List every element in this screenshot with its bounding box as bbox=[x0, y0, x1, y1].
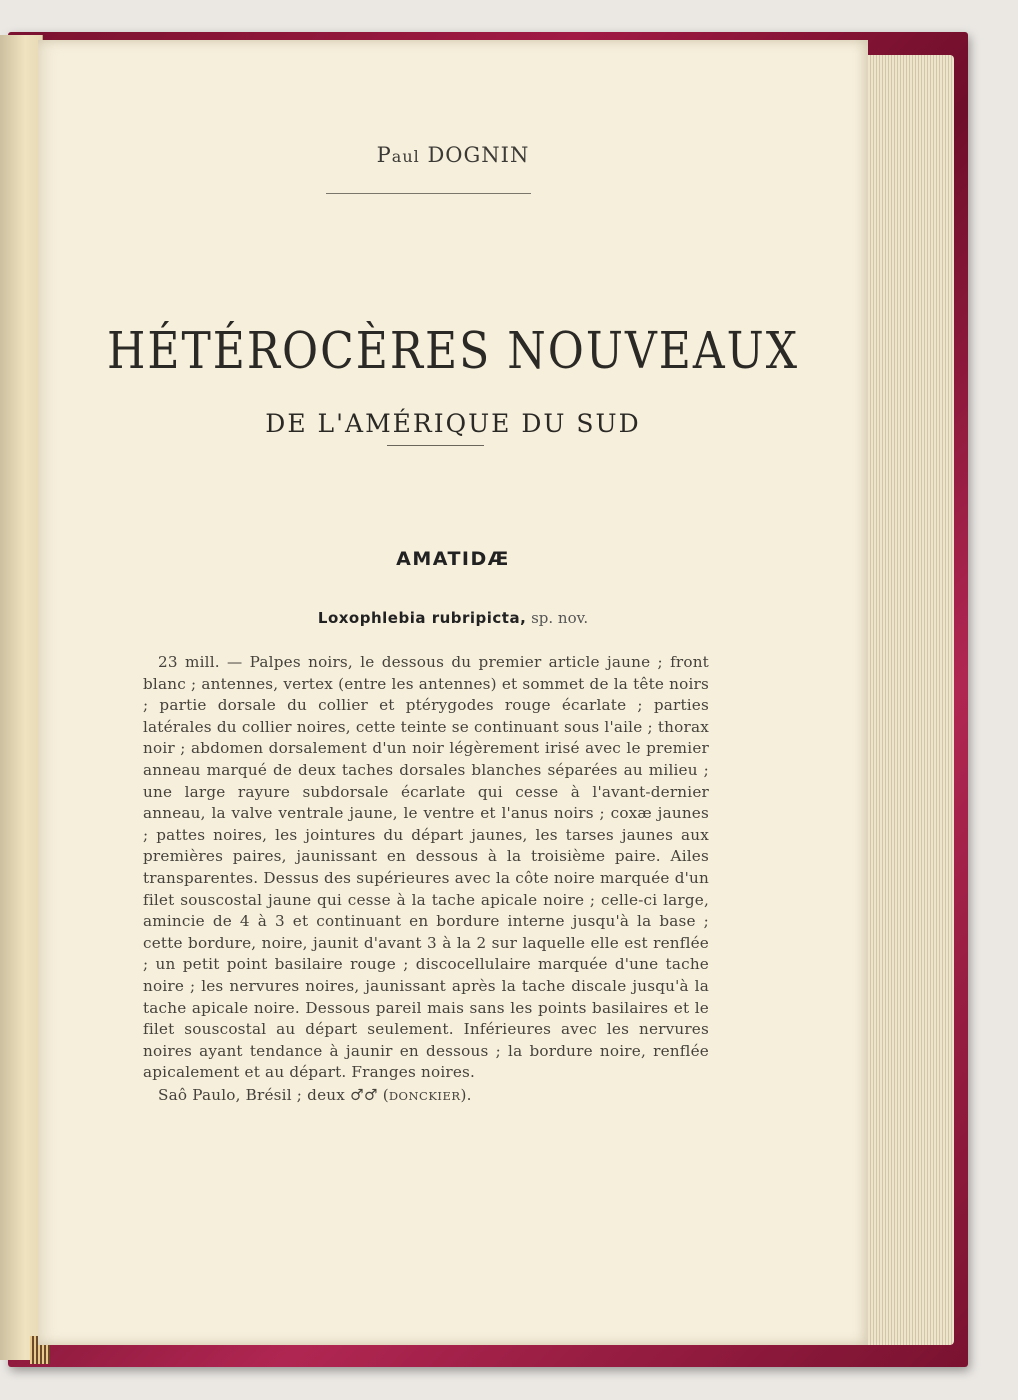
species-abbr: sp. nov. bbox=[531, 609, 589, 627]
book-page bbox=[38, 40, 868, 1345]
page-edges bbox=[862, 55, 954, 1345]
page-subtitle: DE L'AMÉRIQUE DU SUD bbox=[265, 409, 641, 438]
species-name: Loxophlebia rubripicta, bbox=[317, 609, 527, 627]
left-page-edge bbox=[0, 35, 43, 1360]
family-heading: AMATIDÆ bbox=[396, 548, 510, 570]
author-name bbox=[38, 143, 868, 167]
divider-top bbox=[326, 193, 531, 194]
page-title: HÉTÉROCÈRES NOUVEAUX bbox=[106, 322, 800, 381]
locality-line bbox=[143, 1085, 709, 1108]
species-heading bbox=[38, 609, 868, 627]
author-initial: P bbox=[376, 143, 392, 167]
locality-text: Saô Paulo, Brésil ; deux ♂♂ ( bbox=[158, 1085, 389, 1104]
author-first-rest: aul bbox=[391, 147, 420, 166]
description-body bbox=[143, 652, 709, 1107]
divider-middle bbox=[387, 445, 484, 446]
description-paragraph: 23 mill. — Palpes noirs, le dessous du premier article jaune ; front blanc ; antennes, vertex (entre les antennes) et sommet de la tête noirs ; partie dorsale du collier et ptérygodes rouge écarlate ; parties latérales du collier noires, cette teinte se continuant sous l'aile ; thorax noir ; abdomen dorsalement d'un noir légèrement irisé avec le premier anneau marqué de deux taches dorsales blanches séparées au milieu ; une large rayure subdorsale écarlate qui cesse à l'avant-dernier anneau, la valve ventrale jaune, le ventre et l'anus noirs ; coxæ jaunes ; pattes noires, les jointures du départ jaunes, les tarses jaunes aux premières paires, jaunissant en dessous à la troisième paire. Ailes transparentes. Dessus des supérieures avec la côte noire marquée d'un filet souscostal jaune qui cesse à la tache apicale noire ; celle-ci large, amincie de 4 à 3 et continuant en bordure interne jusqu'à la base ; cette bordure, noire, jaunit d'avant 3 à la 2 sur laquelle elle est renflée ; un petit point basilaire rouge ; discocellulaire marquée d'une tache noire ; les nervures noires, jaunissant après la tache discale jusqu'à la tache apicale noire. Dessous pareil mais sans les points basilaires et le filet souscostal au départ seulement. Inférieures avec les nervures noires ayant tendance à jaunir en dessous ; la bordure noire, renflée apicalement et au départ. Franges noires. bbox=[143, 653, 709, 1082]
author-last: DOGNIN bbox=[427, 143, 530, 167]
collector-name: DONCKIER bbox=[388, 1088, 461, 1103]
locality-close: ). bbox=[460, 1085, 472, 1104]
